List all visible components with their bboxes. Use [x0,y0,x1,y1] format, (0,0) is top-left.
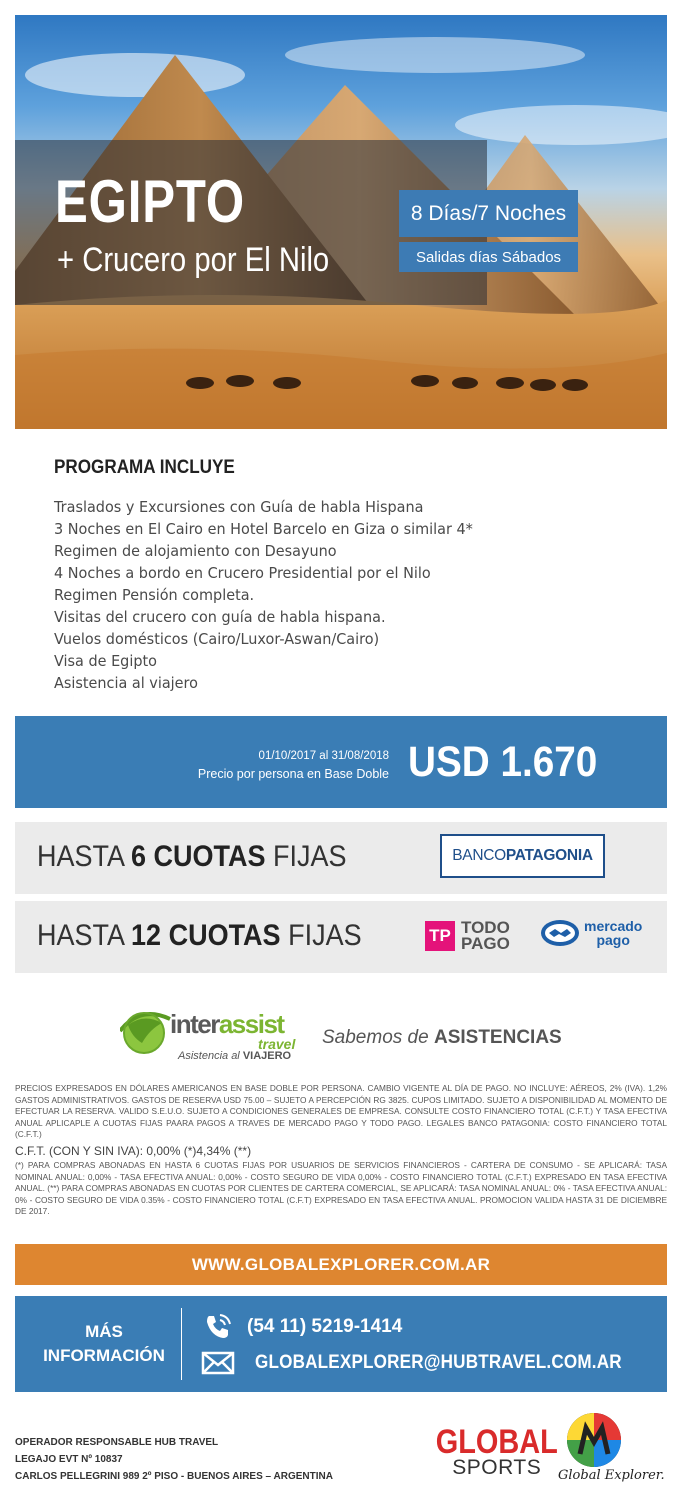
interassist-name: interassist [170,1009,284,1039]
program-item: Visitas del crucero con guía de habla hispana. [54,608,386,626]
program-item: Regimen de alojamiento con Desayuno [54,542,337,560]
email-address[interactable]: GLOBALEXPLORER@HUBTRAVEL.COM.AR [255,1352,622,1373]
program-item: Visa de Egipto [54,652,157,670]
program-title: PROGRAMA INCLUYE [54,457,235,478]
contact-bar [15,1296,667,1392]
destination-title: EGIPTO [55,168,245,235]
phone-number[interactable]: (54 11) 5219-1414 [247,1316,403,1337]
program-item: 3 Noches en El Cairo en Hotel Barcelo en Giza o similar 4* [54,520,473,538]
todopago-logo: TP TODO PAGO [425,920,510,952]
global-explorer-logo-icon [560,1410,630,1470]
program-item: Asistencia al viajero [54,674,198,692]
global-explorer-signature: Global Explorer. [558,1468,665,1483]
assist-slogan: Sabemos de ASISTENCIAS [322,1027,562,1048]
handshake-icon [540,918,580,948]
program-list [54,496,504,694]
duration-badge: 8 Días/7 Noches [399,190,578,237]
phone-icon [203,1312,233,1340]
legal-text-1: PRECIOS EXPRESADOS EN DÓLARES AMERICANOS EN BASE DOBLE POR PERSONA. CAMBIO VIGENTE AL DÍA DE PAGO. NO INCLUYE: AÉREOS, 2% (IVA). 1,2% GASTOS ADMINISTRATIVOS. GASTOS DE RESERVA USD 75.00 – SUJETO A PERCEPCIÓN RG 3825. CUPOS LIMITADO. SUJETO A DISPONIBILIDAD AL MOMENTO DE EFECTUAR LA RESERVA. VALIDO S.E.U.O. SUJETO A CONDICIONES GENERALES DE EMPRESA. CONSULTE COSTO FINANCIERO TOTAL (C.F.T.) Y TASA EFECTIVA ANUAL APLICAPLE A CUOTAS FIJAS PAARA PAGOS A TRAVES DE MERCADO PAGO Y TODO PAGO. LEGALES BANCO PATAGONIA: COSTO FINANCIERO TOTAL (C.F.T.) [15,1083,667,1140]
contact-label: MÁS INFORMACIÓN [43,1322,165,1365]
website-link[interactable]: WWW.GLOBALEXPLORER.COM.AR [15,1244,667,1285]
program-item: Vuelos domésticos (Cairo/Luxor-Aswan/Cairo) [54,630,380,648]
installments-6-text: HASTA 6 CUOTAS FIJAS [37,840,347,873]
price-dates: 01/10/2017 al 31/08/2018 [258,750,389,762]
program-item: 4 Noches a bordo en Crucero Presidential por el Nilo [54,564,431,582]
installments-6-box [15,822,667,894]
mercadopago-logo: mercado pago [540,918,642,948]
interassist-travel: travel [258,1036,296,1052]
global-sports-logo: GLOBAL SPORTS [435,1423,558,1479]
installments-12-box [15,901,667,973]
todopago-icon: TP [425,921,455,951]
legal-cft: C.F.T. (CON Y SIN IVA): 0,00% (*)4,34% (**) [15,1144,252,1158]
program-item: Traslados y Excursiones con Guía de habla Hispana [54,498,424,516]
destination-subtitle: + Crucero por El Nilo [57,241,330,279]
hero-banner [15,15,667,429]
program-item: Regimen Pensión completa. [54,586,255,604]
installments-12-text: HASTA 12 CUOTAS FIJAS [37,919,362,952]
price-basis: Precio por persona en Base Doble [197,767,389,781]
operator-info: OPERADOR RESPONSABLE HUB TRAVEL LEGAJO EVT Nº 10837 CARLOS PELLEGRINI 989 2º PISO - BUENOS AIRES – ARGENTINA [15,1437,333,1482]
price-bar [15,716,667,808]
interassist-tagline: Asistencia al VIAJERO [178,1050,292,1062]
banco-patagonia-logo: BANCO PATAGONIA [440,834,605,878]
contact-divider [181,1308,182,1380]
price-amount: USD 1.670 [408,738,598,786]
departures-badge: Salidas días Sábados [399,242,578,272]
legal-text-2: (*) PARA COMPRAS ABONADAS EN HASTA 6 CUOTAS FIJAS POR USUARIOS DE SERVICIOS FINANCIEROS - CARTERA DE CONSUMO - SE APLICARÁ: TASA NOMINAL ANUAL: 0,00% - TASA EFECTIVA ANUAL: 0,00% - COSTO SEGURO DE VIDA 0,00% - COSTO FINANCIERO TOTAL (C.F.T.) EXPRESADO EN TASA EFECTIVA ANUAL. (**) PARA COMPRAS ABONADAS EN CUOTAS POR CLIENTES DE CARTERA COMERCIAL, SE APLICARÁ: TASA NOMINAL ANUAL: 0% - TASA EFECTIVA ANUAL: 0% - COSTO SEGURO DE VIDA 0.35% - COSTO FINANCIERO TOTAL (C.F.T) EXPRESADO EN TASA EFECTIVA ANUAL. PROMOCION VALIDA HASTA 31 DE DICIEMBRE DE 2017. [15,1160,667,1217]
mail-icon [201,1350,235,1376]
